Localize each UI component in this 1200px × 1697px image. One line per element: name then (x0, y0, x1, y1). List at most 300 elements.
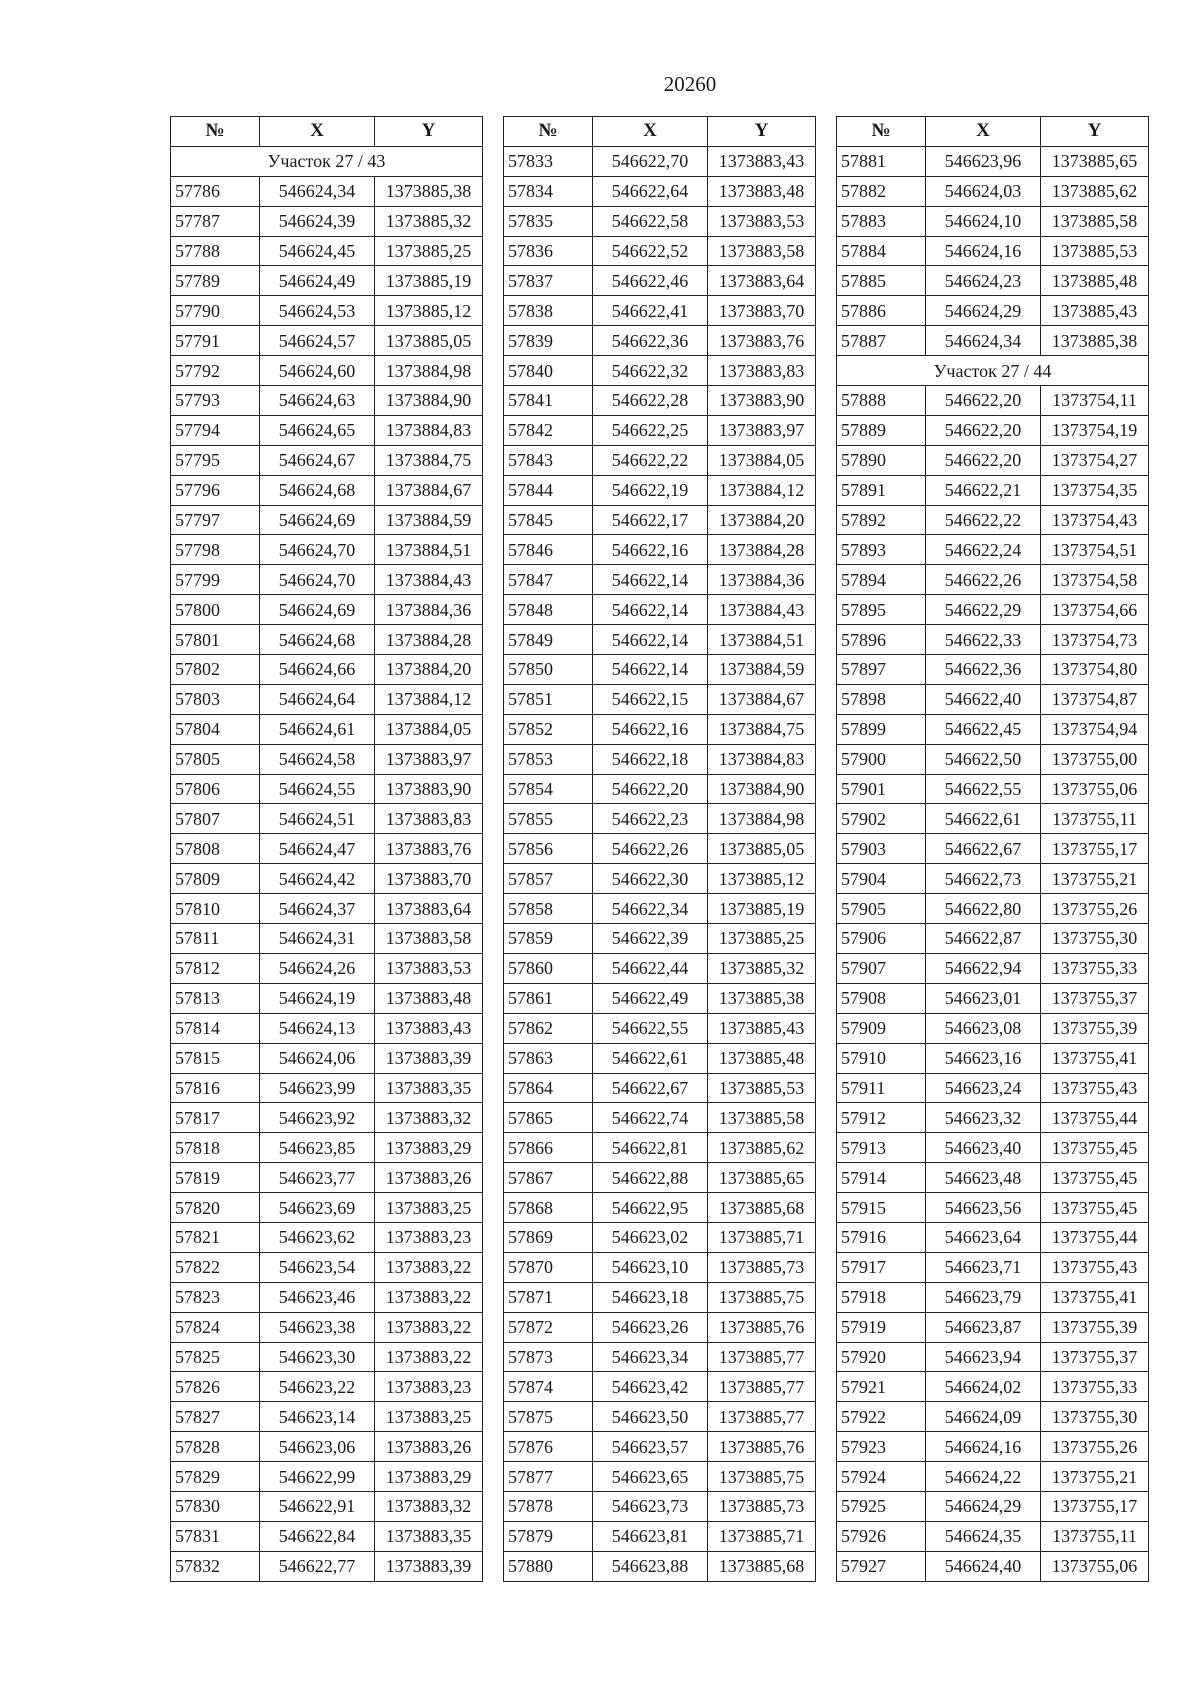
coord-x: 546624,34 (260, 176, 375, 206)
coord-y: 1373885,58 (708, 1103, 816, 1133)
table-row (504, 1222, 816, 1252)
table-row (837, 1252, 1149, 1282)
point-number: 57831 (171, 1521, 260, 1551)
point-number: 57864 (504, 1073, 593, 1103)
table-row (504, 1521, 816, 1551)
table-row (504, 714, 816, 744)
point-number: 57792 (171, 356, 260, 386)
coord-y: 1373754,73 (1041, 625, 1149, 655)
table-row (171, 1193, 483, 1223)
coord-x: 546622,91 (260, 1491, 375, 1521)
coord-x: 546622,32 (593, 356, 708, 386)
coord-y: 1373885,48 (708, 1043, 816, 1073)
coord-x: 546624,65 (260, 415, 375, 445)
coord-y: 1373883,48 (708, 176, 816, 206)
table-row (837, 1491, 1149, 1521)
coord-y: 1373755,17 (1041, 834, 1149, 864)
table-row (504, 864, 816, 894)
coord-x: 546622,73 (926, 864, 1041, 894)
coord-y: 1373884,20 (708, 505, 816, 535)
point-number: 57905 (837, 894, 926, 924)
table-row (504, 1193, 816, 1223)
coord-x: 546624,45 (260, 236, 375, 266)
point-number: 57911 (837, 1073, 926, 1103)
table-row (837, 1193, 1149, 1223)
table-row (504, 1043, 816, 1073)
coord-x: 546623,02 (593, 1222, 708, 1252)
table-row (837, 804, 1149, 834)
point-number: 57836 (504, 236, 593, 266)
coord-x: 546622,41 (593, 296, 708, 326)
coord-x: 546623,77 (260, 1163, 375, 1193)
table-row (171, 924, 483, 954)
coord-y: 1373885,48 (1041, 266, 1149, 296)
point-number: 57899 (837, 714, 926, 744)
table-row (837, 1103, 1149, 1133)
point-number: 57877 (504, 1462, 593, 1492)
table-row (171, 236, 483, 266)
point-number: 57870 (504, 1252, 593, 1282)
point-number: 57837 (504, 266, 593, 296)
table-row (504, 1252, 816, 1282)
table-row (171, 1402, 483, 1432)
point-number: 57805 (171, 744, 260, 774)
header-y: Y (375, 117, 483, 147)
coord-y: 1373884,75 (708, 714, 816, 744)
point-number: 57910 (837, 1043, 926, 1073)
coord-x: 546624,67 (260, 445, 375, 475)
point-number: 57880 (504, 1551, 593, 1581)
coord-y: 1373884,43 (708, 595, 816, 625)
table-row (171, 206, 483, 236)
table-row (171, 1342, 483, 1372)
table-row (171, 744, 483, 774)
header-number: № (171, 117, 260, 147)
table-row (171, 535, 483, 565)
table-row (504, 1163, 816, 1193)
table-row (171, 1163, 483, 1193)
coord-y: 1373885,76 (708, 1432, 816, 1462)
coord-x: 546623,87 (926, 1312, 1041, 1342)
coord-y: 1373755,33 (1041, 1372, 1149, 1402)
coord-x: 546622,29 (926, 595, 1041, 625)
coord-x: 546624,49 (260, 266, 375, 296)
point-number: 57855 (504, 804, 593, 834)
coord-x: 546622,95 (593, 1193, 708, 1223)
coord-x: 546623,88 (593, 1551, 708, 1581)
table-row (171, 774, 483, 804)
point-number: 57884 (837, 236, 926, 266)
coord-x: 546622,44 (593, 953, 708, 983)
table-row (171, 1491, 483, 1521)
table-row (504, 475, 816, 505)
coordinates-table-1 (170, 116, 483, 1582)
coord-y: 1373884,59 (375, 505, 483, 535)
coord-x: 546622,80 (926, 894, 1041, 924)
point-number: 57918 (837, 1282, 926, 1312)
coord-x: 546624,70 (260, 535, 375, 565)
coord-y: 1373883,97 (375, 744, 483, 774)
table-row (504, 774, 816, 804)
point-number: 57849 (504, 625, 593, 655)
coord-x: 546624,69 (260, 595, 375, 625)
coord-x: 546622,14 (593, 625, 708, 655)
point-number: 57907 (837, 953, 926, 983)
table-row (171, 1222, 483, 1252)
coord-x: 546623,79 (926, 1282, 1041, 1312)
coord-y: 1373754,80 (1041, 655, 1149, 685)
coord-x: 546624,64 (260, 684, 375, 714)
coord-y: 1373754,51 (1041, 535, 1149, 565)
table-row (504, 386, 816, 416)
coord-x: 546622,94 (926, 953, 1041, 983)
coord-y: 1373885,65 (1041, 146, 1149, 176)
point-number: 57871 (504, 1282, 593, 1312)
point-number: 57811 (171, 924, 260, 954)
table-row (837, 595, 1149, 625)
coord-y: 1373754,19 (1041, 415, 1149, 445)
coord-y: 1373883,26 (375, 1163, 483, 1193)
point-number: 57818 (171, 1133, 260, 1163)
coord-y: 1373883,43 (708, 146, 816, 176)
coord-x: 546622,61 (593, 1043, 708, 1073)
coord-x: 546622,17 (593, 505, 708, 535)
coord-x: 546622,15 (593, 684, 708, 714)
coord-x: 546624,03 (926, 176, 1041, 206)
header-number: № (837, 117, 926, 147)
point-number: 57835 (504, 206, 593, 236)
point-number: 57813 (171, 983, 260, 1013)
coord-x: 546622,20 (593, 774, 708, 804)
point-number: 57824 (171, 1312, 260, 1342)
coord-y: 1373755,45 (1041, 1193, 1149, 1223)
coord-x: 546624,23 (926, 266, 1041, 296)
table-row (504, 296, 816, 326)
point-number: 57869 (504, 1222, 593, 1252)
table-row (504, 1282, 816, 1312)
table-row (837, 714, 1149, 744)
coord-x: 546622,74 (593, 1103, 708, 1133)
coord-y: 1373883,29 (375, 1133, 483, 1163)
coord-x: 546622,18 (593, 744, 708, 774)
point-number: 57885 (837, 266, 926, 296)
coord-y: 1373884,36 (708, 565, 816, 595)
coord-x: 546624,42 (260, 864, 375, 894)
point-number: 57794 (171, 415, 260, 445)
point-number: 57881 (837, 146, 926, 176)
point-number: 57852 (504, 714, 593, 744)
coord-y: 1373883,39 (375, 1551, 483, 1581)
coord-y: 1373755,26 (1041, 894, 1149, 924)
table-row (171, 1133, 483, 1163)
coord-x: 546622,50 (926, 744, 1041, 774)
coord-y: 1373884,75 (375, 445, 483, 475)
point-number: 57922 (837, 1402, 926, 1432)
coord-x: 546624,22 (926, 1462, 1041, 1492)
coord-y: 1373885,53 (1041, 236, 1149, 266)
coord-x: 546624,68 (260, 475, 375, 505)
coord-y: 1373754,66 (1041, 595, 1149, 625)
coord-x: 546623,10 (593, 1252, 708, 1282)
coord-y: 1373885,73 (708, 1252, 816, 1282)
point-number: 57801 (171, 625, 260, 655)
coord-x: 546623,81 (593, 1521, 708, 1551)
table-row (504, 535, 816, 565)
coord-y: 1373884,90 (375, 386, 483, 416)
table-row (504, 565, 816, 595)
coord-x: 546622,34 (593, 894, 708, 924)
table-row (504, 1402, 816, 1432)
point-number: 57908 (837, 983, 926, 1013)
table-row (837, 1013, 1149, 1043)
point-number: 57833 (504, 146, 593, 176)
point-number: 57812 (171, 953, 260, 983)
table-row (171, 1551, 483, 1581)
point-number: 57808 (171, 834, 260, 864)
point-number: 57834 (504, 176, 593, 206)
coord-x: 546623,08 (926, 1013, 1041, 1043)
coord-y: 1373755,43 (1041, 1073, 1149, 1103)
point-number: 57897 (837, 655, 926, 685)
section-title: Участок 27 / 44 (837, 356, 1149, 386)
table-row (171, 565, 483, 595)
coord-y: 1373885,73 (708, 1491, 816, 1521)
point-number: 57850 (504, 655, 593, 685)
coord-y: 1373755,41 (1041, 1282, 1149, 1312)
table-row (504, 625, 816, 655)
table-row (837, 1372, 1149, 1402)
point-number: 57892 (837, 505, 926, 535)
point-number: 57846 (504, 535, 593, 565)
coord-x: 546624,09 (926, 1402, 1041, 1432)
point-number: 57820 (171, 1193, 260, 1223)
table-row (837, 834, 1149, 864)
coord-y: 1373883,39 (375, 1043, 483, 1073)
coord-y: 1373755,26 (1041, 1432, 1149, 1462)
coord-y: 1373885,75 (708, 1462, 816, 1492)
table-row (837, 1312, 1149, 1342)
point-number: 57927 (837, 1551, 926, 1581)
point-number: 57795 (171, 445, 260, 475)
coord-y: 1373755,44 (1041, 1222, 1149, 1252)
point-number: 57844 (504, 475, 593, 505)
table-row (171, 445, 483, 475)
coord-x: 546622,16 (593, 714, 708, 744)
point-number: 57822 (171, 1252, 260, 1282)
coord-y: 1373883,48 (375, 983, 483, 1013)
coord-x: 546623,26 (593, 1312, 708, 1342)
point-number: 57862 (504, 1013, 593, 1043)
point-number: 57823 (171, 1282, 260, 1312)
coord-x: 546623,01 (926, 983, 1041, 1013)
point-number: 57802 (171, 655, 260, 685)
coord-x: 546622,14 (593, 655, 708, 685)
coord-x: 546624,13 (260, 1013, 375, 1043)
table-row (837, 684, 1149, 714)
table-row (171, 983, 483, 1013)
coord-y: 1373884,98 (708, 804, 816, 834)
coord-x: 546622,28 (593, 386, 708, 416)
point-number: 57921 (837, 1372, 926, 1402)
point-number: 57902 (837, 804, 926, 834)
coord-x: 546622,19 (593, 475, 708, 505)
table-row (171, 655, 483, 685)
table-row (837, 236, 1149, 266)
coord-x: 546623,73 (593, 1491, 708, 1521)
point-number: 57891 (837, 475, 926, 505)
coord-y: 1373755,06 (1041, 1551, 1149, 1581)
table-row (171, 1462, 483, 1492)
coord-y: 1373883,43 (375, 1013, 483, 1043)
point-number: 57814 (171, 1013, 260, 1043)
coord-y: 1373885,77 (708, 1402, 816, 1432)
table-row (171, 595, 483, 625)
point-number: 57853 (504, 744, 593, 774)
table-row (171, 505, 483, 535)
point-number: 57832 (171, 1551, 260, 1581)
coord-y: 1373755,21 (1041, 864, 1149, 894)
coord-y: 1373884,59 (708, 655, 816, 685)
point-number: 57895 (837, 595, 926, 625)
table-row (171, 1073, 483, 1103)
coord-y: 1373885,25 (708, 924, 816, 954)
point-number: 57803 (171, 684, 260, 714)
coord-x: 546624,58 (260, 744, 375, 774)
point-number: 57840 (504, 356, 593, 386)
table-row (837, 1551, 1149, 1581)
coord-x: 546622,14 (593, 565, 708, 595)
table-row (504, 983, 816, 1013)
coord-y: 1373884,20 (375, 655, 483, 685)
point-number: 57827 (171, 1402, 260, 1432)
table-row (171, 266, 483, 296)
coord-x: 546622,26 (926, 565, 1041, 595)
point-number: 57866 (504, 1133, 593, 1163)
coord-x: 546623,94 (926, 1342, 1041, 1372)
coord-x: 546624,06 (260, 1043, 375, 1073)
coord-y: 1373884,67 (375, 475, 483, 505)
coord-x: 546624,69 (260, 505, 375, 535)
page-number: 20260 (663, 72, 717, 96)
point-number: 57917 (837, 1252, 926, 1282)
coord-x: 546622,46 (593, 266, 708, 296)
coord-y: 1373885,38 (708, 983, 816, 1013)
point-number: 57906 (837, 924, 926, 954)
table-row (837, 655, 1149, 685)
point-number: 57920 (837, 1342, 926, 1372)
point-number: 57828 (171, 1432, 260, 1462)
point-number: 57796 (171, 475, 260, 505)
point-number: 57860 (504, 953, 593, 983)
point-number: 57825 (171, 1342, 260, 1372)
point-number: 57879 (504, 1521, 593, 1551)
table-row (171, 714, 483, 744)
coord-y: 1373754,27 (1041, 445, 1149, 475)
section-row (837, 356, 1149, 386)
coord-x: 546624,39 (260, 206, 375, 236)
point-number: 57867 (504, 1163, 593, 1193)
point-number: 57893 (837, 535, 926, 565)
point-number: 57856 (504, 834, 593, 864)
coord-x: 546622,55 (593, 1013, 708, 1043)
coord-y: 1373885,58 (1041, 206, 1149, 236)
section-title: Участок 27 / 43 (171, 146, 483, 176)
coord-y: 1373884,51 (708, 625, 816, 655)
table-row (837, 386, 1149, 416)
point-number: 57900 (837, 744, 926, 774)
table-row (504, 595, 816, 625)
point-number: 57800 (171, 595, 260, 625)
coord-y: 1373885,38 (1041, 326, 1149, 356)
table-row (837, 535, 1149, 565)
point-number: 57807 (171, 804, 260, 834)
coord-x: 546622,67 (593, 1073, 708, 1103)
coord-y: 1373754,35 (1041, 475, 1149, 505)
table-row (171, 296, 483, 326)
coord-y: 1373883,26 (375, 1432, 483, 1462)
coord-y: 1373885,19 (375, 266, 483, 296)
point-number: 57841 (504, 386, 593, 416)
table-row (504, 176, 816, 206)
point-number: 57882 (837, 176, 926, 206)
table-row (504, 1551, 816, 1581)
coord-y: 1373755,00 (1041, 744, 1149, 774)
coord-x: 546622,55 (926, 774, 1041, 804)
coord-y: 1373884,90 (708, 774, 816, 804)
coord-y: 1373755,30 (1041, 1402, 1149, 1432)
point-number: 57816 (171, 1073, 260, 1103)
coord-x: 546622,36 (926, 655, 1041, 685)
point-number: 57859 (504, 924, 593, 954)
table-row (837, 176, 1149, 206)
table-row (171, 1312, 483, 1342)
coord-y: 1373755,45 (1041, 1133, 1149, 1163)
coord-y: 1373755,37 (1041, 983, 1149, 1013)
coord-x: 546623,18 (593, 1282, 708, 1312)
coord-y: 1373755,39 (1041, 1013, 1149, 1043)
point-number: 57788 (171, 236, 260, 266)
coord-x: 546624,40 (926, 1551, 1041, 1581)
table-row (504, 415, 816, 445)
point-number: 57798 (171, 535, 260, 565)
coord-x: 546623,30 (260, 1342, 375, 1372)
coordinates-table-2 (503, 116, 816, 1582)
coord-y: 1373883,90 (375, 774, 483, 804)
coord-x: 546622,36 (593, 326, 708, 356)
coord-y: 1373883,90 (708, 386, 816, 416)
coord-x: 546624,26 (260, 953, 375, 983)
coord-x: 546623,56 (926, 1193, 1041, 1223)
coord-x: 546622,24 (926, 535, 1041, 565)
coord-x: 546622,26 (593, 834, 708, 864)
point-number: 57799 (171, 565, 260, 595)
coord-y: 1373755,11 (1041, 1521, 1149, 1551)
coord-y: 1373755,39 (1041, 1312, 1149, 1342)
table-row (171, 894, 483, 924)
point-number: 57887 (837, 326, 926, 356)
coord-y: 1373883,70 (708, 296, 816, 326)
coord-y: 1373883,70 (375, 864, 483, 894)
table-row (171, 386, 483, 416)
coord-y: 1373884,51 (375, 535, 483, 565)
coord-x: 546622,77 (260, 1551, 375, 1581)
table-row (171, 475, 483, 505)
section-row (171, 146, 483, 176)
point-number: 57817 (171, 1103, 260, 1133)
coord-y: 1373885,71 (708, 1521, 816, 1551)
table-row (504, 1013, 816, 1043)
point-number: 57847 (504, 565, 593, 595)
